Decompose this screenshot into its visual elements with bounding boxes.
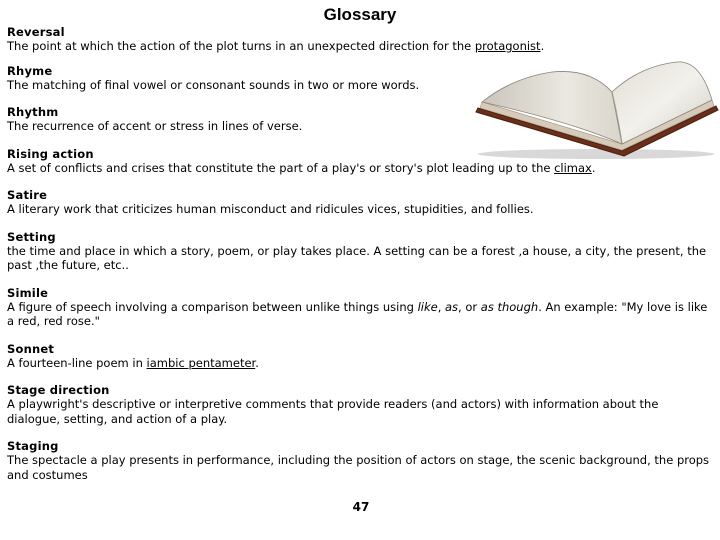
definition bbox=[7, 300, 713, 329]
glossary-entry-setting bbox=[7, 230, 713, 273]
italic-as: as bbox=[445, 299, 459, 314]
page-title: Glossary bbox=[323, 5, 397, 24]
glossary-entry-stage-direction bbox=[7, 383, 713, 426]
iambic-pentameter-link[interactable]: iambic pentameter bbox=[146, 355, 256, 370]
term: Rising action bbox=[7, 146, 94, 161]
definition bbox=[7, 161, 713, 176]
definition: The recurrence of accent or stress in lines of verse. bbox=[7, 119, 303, 133]
definition-text-end: . bbox=[255, 355, 259, 370]
definition-text-end: . bbox=[540, 39, 545, 53]
term: Rhyme bbox=[7, 63, 53, 78]
definition-text-end: . An example: "My love is like a red, red rose." bbox=[7, 299, 708, 328]
definition bbox=[7, 39, 713, 54]
separator: , bbox=[437, 299, 445, 314]
glossary-entry-staging bbox=[7, 439, 713, 482]
term: Rhythm bbox=[7, 105, 59, 119]
definition-text: A figure of speech involving a comparison between unlike things using bbox=[7, 299, 418, 314]
glossary-entry-rhythm bbox=[7, 105, 713, 134]
definition: A playwright's descriptive or interpretive comments that provide readers (and actors) with information about the dialogue, setting, and action of a play. bbox=[7, 397, 659, 426]
definition: the time and place in which a story, poem, or play takes place. A setting can be a forest ,a house, a city, the present, the past ,the future, etc.. bbox=[7, 243, 707, 272]
italic-as-though: as though bbox=[480, 299, 539, 314]
term: Simile bbox=[7, 285, 49, 300]
glossary-entry-rhyme bbox=[7, 64, 713, 93]
glossary-entry-sonnet bbox=[7, 342, 713, 371]
protagonist-link[interactable]: protagonist bbox=[474, 39, 541, 53]
definition-text: A fourteen-line poem in bbox=[7, 355, 147, 370]
glossary-entry-rising-action bbox=[7, 147, 713, 176]
glossary-entry-simile bbox=[7, 286, 713, 329]
term: Sonnet bbox=[7, 341, 55, 356]
glossary-entry-satire bbox=[7, 188, 713, 217]
term: Stage direction bbox=[7, 383, 110, 397]
glossary-list bbox=[7, 25, 713, 482]
term: Staging bbox=[7, 439, 59, 453]
page-number: 47 bbox=[352, 500, 370, 514]
definition-text: A set of conflicts and crises that constitute the part of a play's or story's plot leading up to the bbox=[7, 160, 555, 175]
definition: The spectacle a play presents in performance, including the position of actors on stage, the scenic background, the props and costumes bbox=[7, 453, 710, 482]
separator: , or bbox=[458, 299, 481, 314]
definition: The matching of final vowel or consonant sounds in two or more words. bbox=[7, 77, 420, 92]
italic-like: like bbox=[417, 299, 438, 314]
climax-link[interactable]: climax bbox=[554, 160, 592, 175]
definition bbox=[7, 356, 713, 371]
definition-text-end: . bbox=[591, 160, 596, 175]
definition: A literary work that criticizes human misconduct and ridicules vices, stupidities, and follies. bbox=[7, 202, 534, 216]
term: Reversal bbox=[7, 25, 65, 39]
term: Satire bbox=[7, 188, 48, 202]
term: Setting bbox=[7, 229, 56, 244]
definition-text: The point at which the action of the plot turns in an unexpected direction for the bbox=[7, 39, 475, 53]
glossary-entry-reversal bbox=[7, 25, 713, 54]
